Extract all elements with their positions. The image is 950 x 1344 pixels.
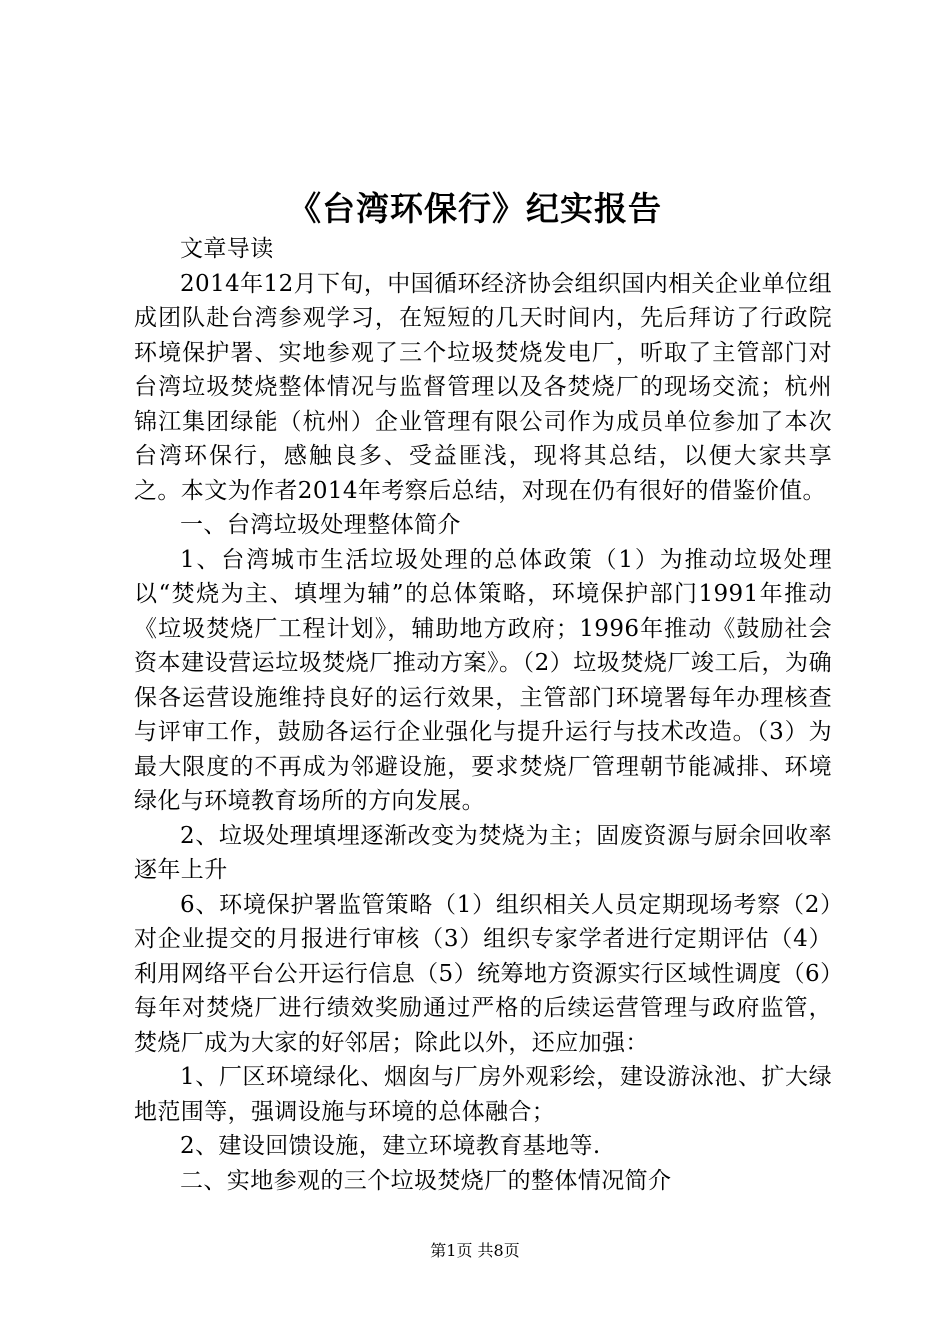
paragraph-greening: 1、厂区环境绿化、烟囱与厂房外观彩绘，建设游泳池、扩大绿地范围等，强调设施与环境的总体融合； [134,1064,832,1125]
section-heading-2: 二、实地参观的三个垃圾焚烧厂的整体情况简介 [180,1167,672,1194]
paragraph-policy: 1、台湾城市生活垃圾处理的总体政策（1）为推动垃圾处理以“焚烧为主、填埋为辅”的总体策略，环境保护部门1991年推动《垃圾焚烧厂工程计划》，辅助地方政府；1996年推动《鼓励社会资本建设营运垃圾焚烧厂推动方案》。（2）垃圾焚烧厂竣工后，为确保各运营设施维持良好的运行效果，主管部门环境署每年办理核查与评审工作，鼓励各运行企业强化与提升运行与技术改造。（3）为最大限度的不再成为邻避设施，要求焚烧厂管理朝节能减排、环境绿化与环境教育场所的方向发展。 [134,546,832,814]
paragraph-intro: 2014年12月下旬，中国循环经济协会组织国内相关企业单位组成团队赴台湾参观学习，在短短的几天时间内，先后拜访了行政院环境保护署、实地参观了三个垃圾焚烧发电厂，听取了主管部门对台湾垃圾焚烧整体情况与监督管理以及各焚烧厂的现场交流；杭州锦江集团绿能（杭州）企业管理有限公司作为成员单位参加了本次台湾环保行，感触良多、受益匪浅，现将其总结，以便大家共享之。本文为作者2014年考察后总结，对现在仍有很好的借鉴价值。 [134,270,832,504]
document-title: 《台湾环保行》纪实报告 [288,189,662,228]
document-body [134,232,832,1198]
paragraph-intro-label: 文章导读 [180,236,274,262]
paragraph-feedback: 2、建设回馈设施，建立环境教育基地等. [180,1133,601,1159]
paragraph-supervision: 6、环境保护署监管策略（1）组织相关人员定期现场考察（2）对企业提交的月报进行审核（3）组织专家学者进行定期评估（4）利用网络平台公开运行信息（5）统筹地方资源实行区域性调度（6）每年对焚烧厂进行绩效奖励通过严格的后续运营管理与政府监管，焚烧厂成为大家的好邻居；除此以外，还应加强： [134,891,832,1056]
section-heading-1: 一、台湾垃圾处理整体简介 [180,512,461,538]
page-footer: 第1页 共8页 [430,1241,520,1260]
paragraph-landfill-shift: 2、垃圾处理填埋逐渐改变为焚烧为主；固废资源与厨余回收率逐年上升 [134,822,832,883]
